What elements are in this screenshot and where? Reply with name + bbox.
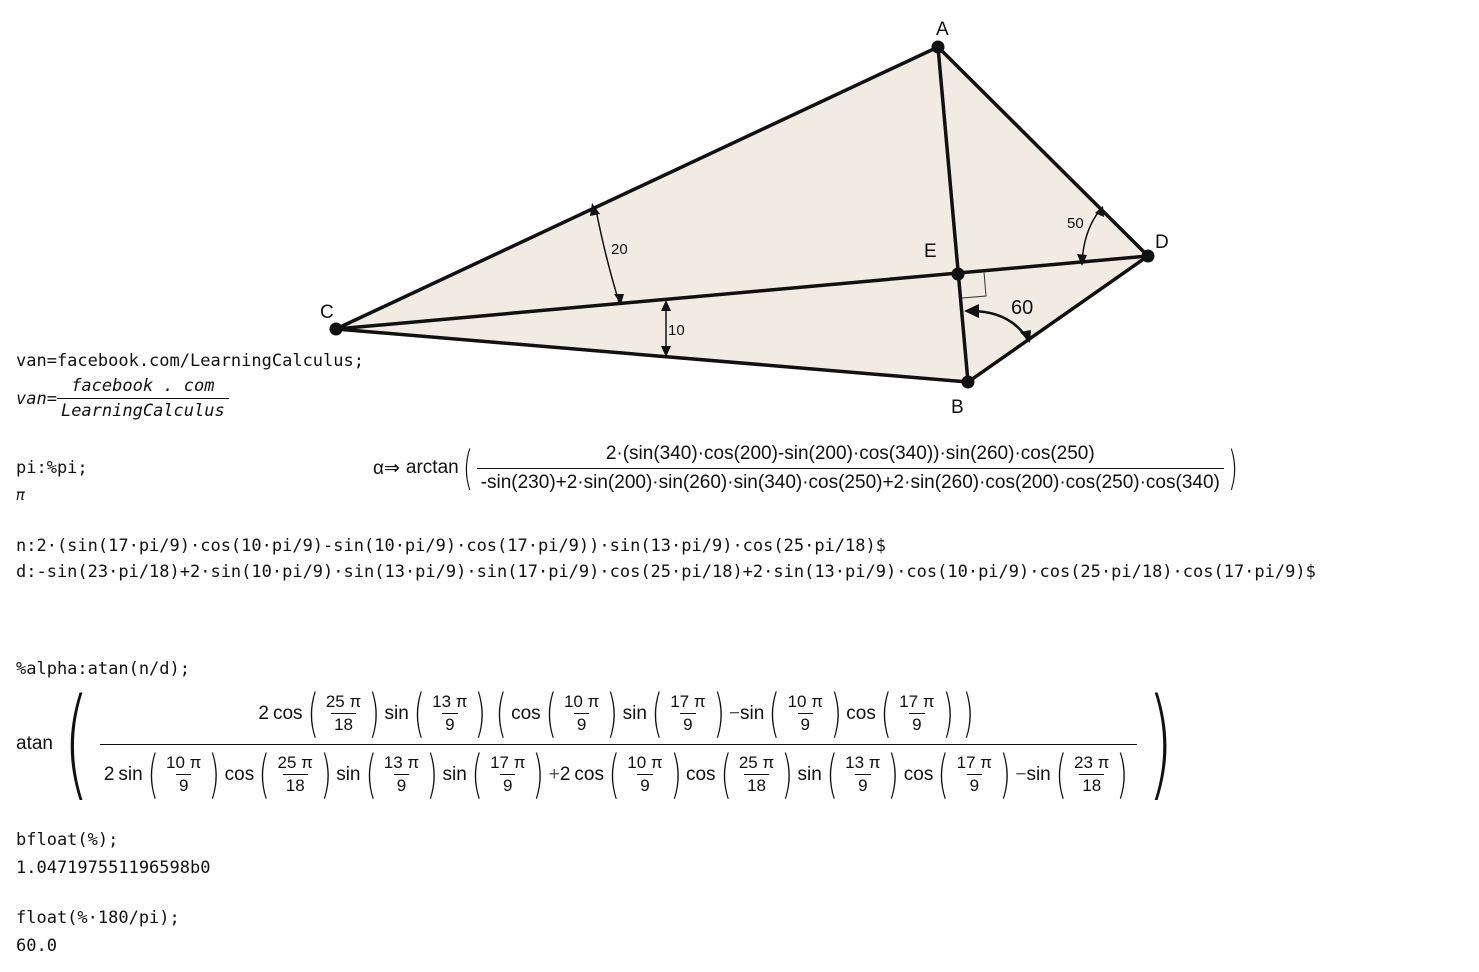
arg-den: 18 [1079,774,1104,797]
arg-den: 9 [500,774,515,797]
output-van [16,376,229,421]
output-van-denominator: LearningCalculus [57,398,229,421]
point-e [952,268,965,281]
arctan-formula [373,440,1242,496]
output-van-fraction [57,376,229,421]
arctan-fraction [477,442,1224,495]
atan-fraction [100,683,1137,805]
output-van-numerator: facebook . com [71,376,215,396]
input-line-bfloat[interactable]: bfloat(%); [16,830,119,850]
arg-num: 17 π [899,692,935,711]
arg-num: 10 π [787,692,823,711]
input-line-van[interactable]: van=facebook.com/LearningCalculus; [16,351,364,371]
arg-den: 9 [394,774,409,797]
output-van-lhs: van= [16,388,57,409]
arg-den: 9 [680,713,695,736]
func-sin: sin [384,702,409,724]
label-a: A [936,19,949,40]
label-e: E [924,241,937,262]
angle-label-20: 20 [611,241,628,258]
alpha-arrow: α⇒ [373,457,400,479]
coef: 2 [258,702,269,724]
arg-den: 9 [967,774,982,797]
output-pi: π [16,486,26,504]
arg-num: 10 π [165,753,202,772]
atan-label: atan [16,733,53,754]
arg-den: 9 [637,774,652,797]
point-a [932,41,945,54]
arg-den: 9 [855,774,870,797]
arg-den: 9 [798,713,813,736]
func-cos: cos [846,702,876,724]
arg-num: 10 π [627,753,663,772]
arg-den: 18 [744,774,769,797]
arg-num: 17 π [956,753,993,772]
label-d: D [1155,232,1169,253]
point-d [1142,250,1155,263]
right-paren: ) [1227,441,1238,495]
angle-label-50: 50 [1067,215,1084,232]
input-line-n[interactable]: n:2·(sin(17·pi/9)·cos(10·pi/9)-sin(10·pi/9)·cos(17·pi/9))·sin(13·pi/9)·cos(25·pi/18)$ [16,536,886,556]
func-sin: sin [797,763,822,785]
func-cos: cos [903,763,934,785]
arg-num: 17 π [670,692,706,711]
arg-num: 10 π [563,692,600,711]
arg-num: 25 π [325,692,362,711]
atan-denominator: 2 sin ( $\frac{10 \pi}{9}$ ) cos ( $\frac{25 \pi}{18}$ ) sin ( $\frac{13 \pi}{9}$ ) sin ( $\frac{17 \pi}{9}$ ) + 2 cos ( $\frac{10 \pi}{9}$ ) cos ( $\frac{25 \pi}{18}$ ) sin ( $\frac{13 \pi}{9}$ ) cos ( $\frac{17 \pi}{9}$ ) − sin ( $\frac{23 \pi}{18}$ ) [100,744,1137,803]
angle-label-60: 60 [1011,297,1034,319]
func-cos: cos [685,763,716,785]
arg-den: 9 [442,713,457,736]
arctan-numerator: 2·(sin(340)·cos(200)-sin(200)·cos(340))·sin(260)·cos(250) [605,442,1095,464]
func-sin: sin [336,763,361,785]
func-sin: sin [118,763,143,785]
arg-num: 17 π [490,753,526,772]
arg-num: 13 π [383,753,420,772]
input-line-alpha[interactable]: %alpha:atan(n/d); [16,659,190,679]
minus-sign: − [1015,763,1027,785]
arg-den: 9 [574,713,589,736]
func-cos: cos [511,702,541,724]
arg-num: 25 π [738,753,775,772]
point-b [962,376,975,389]
coef: 2 [559,763,571,785]
arg-den: 18 [331,713,356,736]
arg-num: 13 π [432,692,468,711]
func-sin: sin [622,702,647,724]
arg-den: 9 [176,774,191,797]
atan-left-paren: ( [63,674,90,813]
arg-num: 23 π [1074,753,1110,772]
atan-numerator: 2 cos ( $\frac{25 \pi}{18}$ ) sin ( $\frac{13 \pi}{9}$ ) ( cos ( $\frac{10 \pi}{9}$ ) sin ( $\frac{17 \pi}{9}$ ) − sin ( $\frac{10 \pi}{9}$ ) cos ( $\frac{17 \pi}{9}$ ) ) [258,683,974,744]
input-line-pi[interactable]: pi:%pi; [16,458,88,478]
output-bfloat: 1.047197551196598b0 [16,858,211,878]
angle-label-10: 10 [668,322,685,339]
arg-den: 9 [909,713,924,736]
minus-sign: − [728,702,740,724]
output-float: 60.0 [16,936,57,956]
func-sin: sin [1026,763,1051,785]
func-cos: cos [272,702,303,724]
coef: 2 [103,763,115,785]
func-sin: sin [740,702,765,724]
output-atan [16,674,1184,813]
arctan-denominator: -sin(230)+2·sin(200)·sin(260)·sin(340)·cos(250)+2·sin(260)·cos(200)·cos(250)·cos(340) [477,468,1224,495]
plus-sign: + [548,763,560,785]
atan-right-paren: ) [1147,674,1173,813]
func-sin: sin [442,763,467,785]
left-paren: ( [462,441,473,495]
func-cos: cos [224,763,255,785]
point-c [330,323,343,336]
label-c: C [320,302,334,323]
input-line-d[interactable]: d:-sin(23·pi/18)+2·sin(10·pi/9)·sin(13·pi/9)·sin(17·pi/9)·cos(25·pi/18)+2·sin(13·pi/9)·cos(10·pi/9)·cos(25·pi/18)·cos(17·pi/9)$ [16,562,1316,582]
label-b: B [951,397,964,418]
func-cos: cos [574,763,604,785]
arg-num: 25 π [277,753,313,772]
input-line-float[interactable]: float(%·180/pi); [16,908,180,928]
arg-den: 18 [283,774,308,797]
arg-num: 13 π [845,753,881,772]
arctan-function: arctan [405,457,459,478]
